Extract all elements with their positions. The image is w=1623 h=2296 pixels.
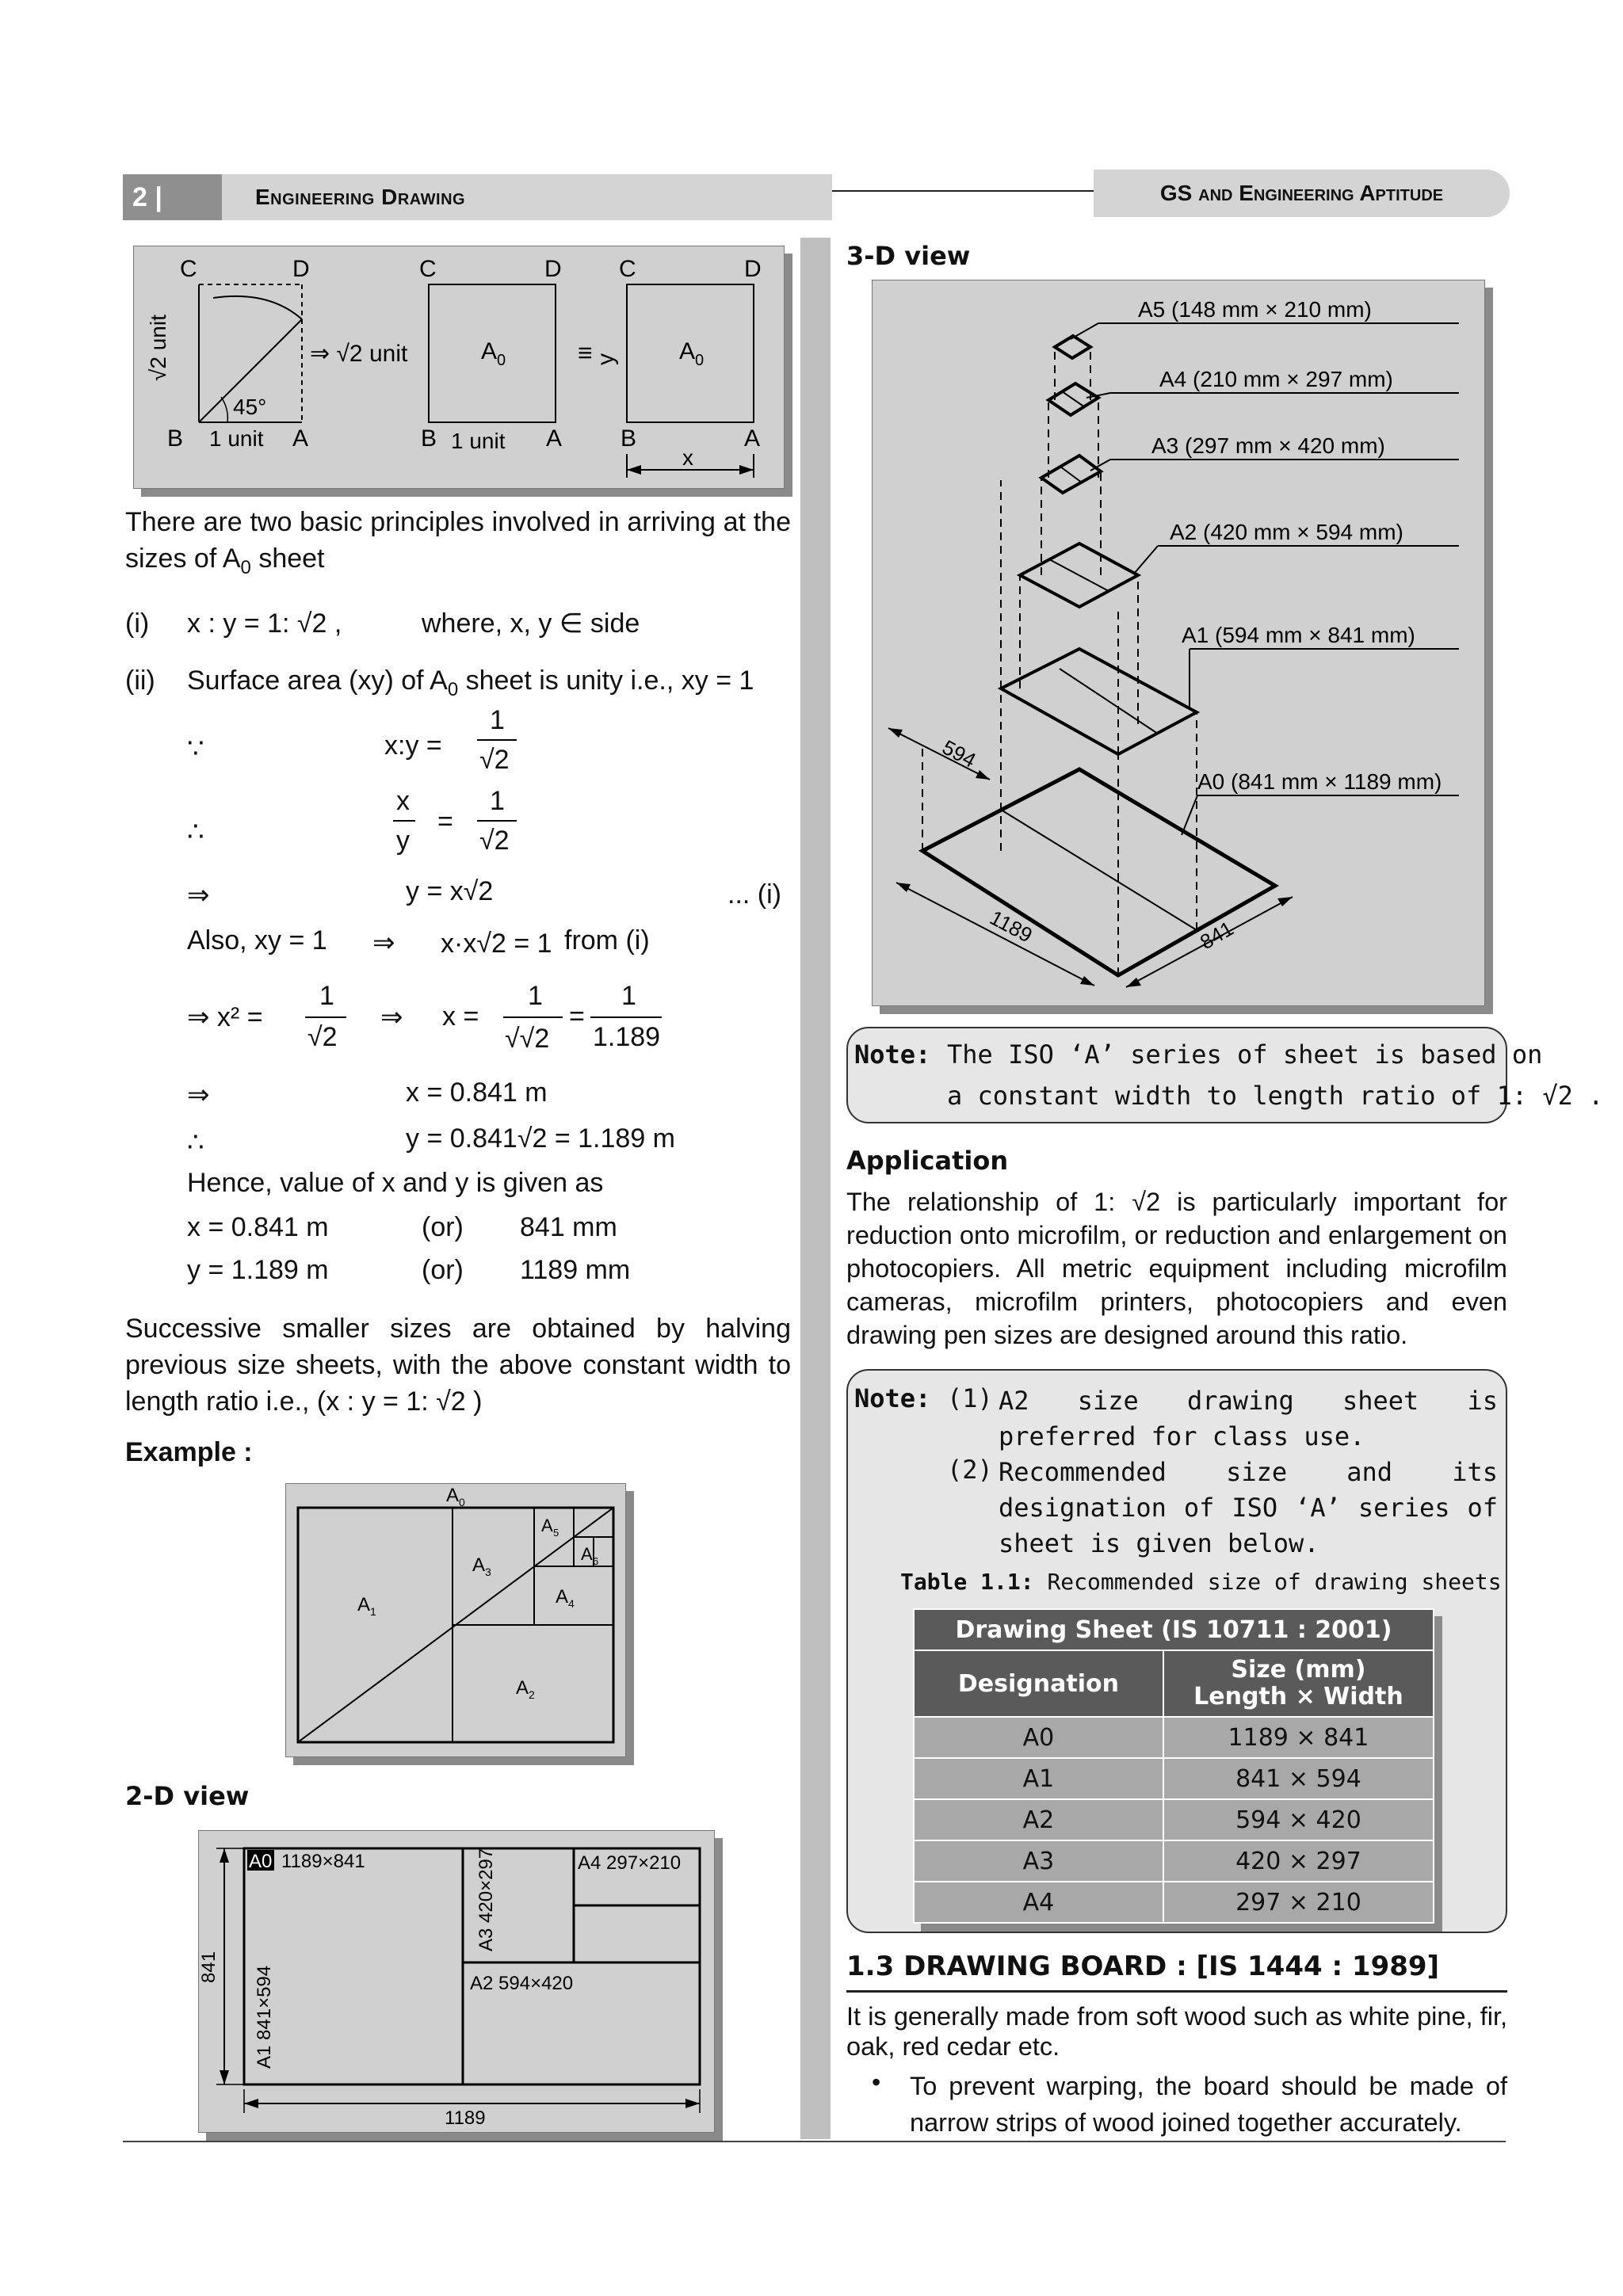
implies-3: ⇒: [380, 1002, 403, 1032]
x2-eq: ⇒ x² =: [187, 1002, 263, 1032]
example-figure: [285, 1483, 626, 1757]
svg-text:6: 6: [593, 1555, 599, 1567]
intro-paragraph: There are two basic principles involved in arriving at the sizes of $A_0$ sheet: [125, 507, 791, 578]
frac2-bar: [477, 820, 517, 822]
frac1-bar: [477, 739, 517, 741]
label-a3: A3 (297 mm × 420 mm): [1151, 433, 1385, 458]
because-symbol: ∵: [187, 734, 204, 764]
frac3-den: √2: [307, 1022, 338, 1052]
col-designation: Designation: [914, 1650, 1163, 1717]
x-result-m: x = 0.841 m: [187, 1212, 329, 1242]
principle-2-text: Surface area (xy) of $A_0$ sheet is unity i.e., xy = 1: [187, 666, 754, 700]
note2-1-num: (1): [947, 1383, 993, 1413]
frac4-num: 1: [528, 981, 543, 1011]
frac-x: x: [396, 786, 410, 816]
corner-a-2: A: [546, 425, 563, 452]
twod-a0-size: 1189×841: [281, 1851, 365, 1872]
successive-paragraph: Successive smaller sizes are obtained by halving previous size sheets, with the above constant width to length ratio i.e., (x : y = 1: √2 ): [125, 1314, 791, 1417]
svg-text:4: 4: [568, 1597, 575, 1610]
y-result-m: y = 1.189 m: [187, 1255, 329, 1285]
x-value: x = 0.841 m: [406, 1077, 548, 1108]
frac5-num: 1: [621, 981, 636, 1011]
page-number: 2 |: [123, 174, 222, 220]
a0-sub-2: 0: [497, 352, 506, 369]
svg-text:1: 1: [370, 1605, 376, 1618]
example-label: Example :: [125, 1437, 253, 1467]
table-row: A0: [914, 1717, 1163, 1758]
frac3-num: 1: [319, 981, 334, 1011]
frac5-den: 1.189: [593, 1022, 661, 1052]
note2-label: Note:: [854, 1383, 931, 1413]
x-result-or: (or): [422, 1212, 464, 1242]
frac-y: y: [396, 826, 410, 856]
implies-4: ⇒: [187, 1080, 210, 1110]
implies-1: ⇒: [187, 880, 210, 910]
frac5-bar: [590, 1016, 662, 1018]
threed-view-figure: [872, 280, 1485, 1006]
note1-label: Note:: [854, 1039, 931, 1070]
label-a2: A2 (420 mm × 594 mm): [1170, 520, 1403, 544]
table-row: A1: [914, 1758, 1163, 1799]
twod-width: 1189: [445, 2107, 486, 2129]
y-eq-x-root2: y = x√2: [406, 876, 494, 906]
a0-derivation-figure: [133, 246, 785, 489]
ex-a6: A: [581, 1544, 593, 1564]
frac2-den: √2: [479, 826, 510, 856]
y-result-mm: 1189 mm: [520, 1255, 631, 1285]
principle-2-num: (ii): [125, 666, 155, 696]
label-a4: A4 (210 mm × 297 mm): [1159, 367, 1393, 391]
corner-d-3: D: [744, 256, 762, 282]
label-a0: A0 (841 mm × 1189 mm): [1197, 769, 1442, 794]
x-x-root2: x·x√2 = 1: [441, 929, 552, 959]
twod-a4: A4 297×210: [578, 1852, 682, 1874]
label-a1: A1 (594 mm × 841 mm): [1182, 623, 1415, 647]
twod-view-heading: 2-D view: [125, 1781, 250, 1811]
angle-45: 45°: [233, 395, 267, 419]
dim-594: 594: [938, 734, 980, 772]
svg-text:2: 2: [529, 1688, 535, 1701]
section-text: It is generally made from soft wood such as white pine, fir, oak, red cedar etc.: [846, 2002, 1507, 2061]
label-a5: A5 (148 mm × 210 mm): [1138, 297, 1372, 322]
note1-text2: a constant width to length ratio of 1: √2 .: [947, 1081, 1604, 1111]
frac4-bar: [503, 1016, 563, 1018]
ex-a5: A: [541, 1516, 553, 1535]
corner-a-3: A: [744, 425, 761, 452]
a0-derivation-svg: [134, 246, 784, 488]
implies-root2-unit: ⇒ √2 unit: [310, 341, 408, 367]
x-eq: x =: [442, 1001, 479, 1032]
y-label: y: [593, 353, 619, 365]
frac4-den: √√2: [505, 1024, 550, 1054]
size-table: Drawing Sheet (IS 10711 : 2001) Designation Size (mm) Length × Width A0 1189 × 841 A1 841 × 594 A2 594 × 420 A3 420 × 297 A4 297 × 210: [913, 1608, 1434, 1924]
column-divider: [800, 238, 831, 2139]
twod-a2: A2 594×420: [470, 1973, 574, 1994]
x-result-mm: 841 mm: [520, 1212, 617, 1242]
table-title: Drawing Sheet (IS 10711 : 2001): [914, 1609, 1434, 1650]
svg-text:0: 0: [459, 1496, 465, 1508]
ex-a4: A: [556, 1586, 569, 1608]
x-label: x: [682, 445, 693, 470]
y-value: y = 0.841√2 = 1.189 m: [406, 1123, 675, 1154]
col-size: Size (mm) Length × Width: [1163, 1650, 1434, 1717]
table-row: A3: [914, 1840, 1163, 1882]
note2-1-text: A2 size drawing sheet is preferred for class use.: [999, 1386, 1498, 1451]
application-heading: Application: [846, 1146, 1009, 1176]
equals-2: =: [569, 1001, 585, 1032]
also-xy: Also, xy = 1: [187, 925, 327, 955]
twod-view-svg: [199, 1831, 714, 2132]
a0-sub-3: 0: [695, 352, 705, 369]
frac1-den: √2: [479, 745, 510, 775]
footer-rule: [123, 2141, 1506, 2142]
note2-2-num: (2): [947, 1455, 993, 1485]
dim-1189: 1189: [986, 905, 1037, 948]
principle-1-num: (i): [125, 608, 150, 639]
svg-text:5: 5: [553, 1527, 559, 1539]
ex-a1: A: [357, 1594, 371, 1615]
frac1-num: 1: [490, 705, 505, 735]
bullet-text: To prevent warping, the board should be made of narrow strips of wood joined together accurately.: [910, 2072, 1507, 2137]
table-row: A4: [914, 1882, 1163, 1923]
twod-view-figure: [198, 1830, 715, 2133]
frac-xy-bar: [393, 820, 415, 822]
implies-2: ⇒: [372, 928, 395, 958]
equals-1: =: [437, 807, 453, 837]
frac3-bar: [305, 1016, 346, 1018]
threed-view-svg: [873, 280, 1484, 1005]
note-iso-ratio: [846, 1027, 1604, 1123]
ex-a0: A: [446, 1485, 460, 1506]
example-figure-svg: [286, 1484, 625, 1756]
ex-a3: A: [472, 1554, 486, 1576]
running-head-left: Engineering Drawing: [222, 174, 832, 220]
twod-height: 841: [199, 1951, 220, 1983]
application-text: The relationship of 1: √2 is particularly important for reduction onto microfilm, or reduction and enlargement on photocopiers. All metric equipment including microfilm cameras, microfilm printers, photocopiers and even drawing pen sizes are designed around this ratio.: [846, 1188, 1507, 1349]
twod-a3: A3 420×297: [475, 1848, 497, 1951]
from-i: from (i): [564, 925, 650, 955]
therefore-symbol-1: ∴: [187, 817, 204, 847]
bullet-marker: •: [872, 2068, 881, 2096]
equiv-sign: ≡: [578, 338, 593, 367]
corner-c-3: C: [619, 256, 636, 282]
running-head-right: GS and Engineering Aptitude: [1094, 170, 1510, 217]
size-table-wrap: [913, 1608, 1434, 1924]
header-rule: [832, 190, 1094, 192]
note-drawing-sheet: [846, 1369, 1507, 1933]
ex-a2: A: [516, 1677, 529, 1699]
a0-label-3: A: [679, 338, 696, 364]
y-result-or: (or): [422, 1255, 464, 1285]
xy-ratio: x:y =: [384, 730, 442, 761]
twod-a0: A0: [249, 1851, 273, 1872]
twod-a1: A1 841×594: [254, 1965, 275, 2069]
hence-line: Hence, value of x and y is given as: [187, 1168, 604, 1198]
eq-ref-i: ... (i): [727, 879, 781, 910]
table-caption: Table 1.1: Recommended size of drawing sheets: [900, 1569, 1502, 1595]
corner-c-1: C: [180, 256, 197, 282]
corner-d-2: D: [544, 256, 562, 282]
root2-unit-label: √2 unit: [146, 315, 170, 381]
table-row: A2: [914, 1799, 1163, 1840]
threed-view-heading: 3-D view: [846, 241, 971, 271]
section-underline: [846, 1990, 1507, 1993]
corner-b-1: B: [167, 425, 184, 452]
note2-2-text: Recommended size and its designation of ISO ‘A’ series of sheet is given below.: [999, 1457, 1498, 1558]
one-unit-1: 1 unit: [209, 426, 264, 451]
corner-b-3: B: [621, 425, 637, 452]
svg-text:3: 3: [485, 1566, 491, 1578]
corner-b-2: B: [421, 425, 437, 452]
principle-1-where: where, x, y ∈ side: [422, 608, 640, 639]
therefore-symbol-2: ∴: [187, 1127, 204, 1158]
note1-text: The ISO ‘A’ series of sheet is based on: [947, 1039, 1543, 1070]
corner-d-1: D: [292, 256, 310, 282]
principle-1-text: x : y = 1: √2 ,: [187, 608, 342, 639]
corner-c-2: C: [419, 256, 437, 282]
one-unit-2: 1 unit: [451, 429, 506, 453]
dim-841: 841: [1196, 916, 1238, 955]
corner-a-1: A: [292, 425, 309, 452]
frac2-num: 1: [490, 786, 505, 816]
section-heading: 1.3 DRAWING BOARD : [IS 1444 : 1989]: [846, 1951, 1440, 1982]
a0-label-2: A: [481, 338, 498, 364]
